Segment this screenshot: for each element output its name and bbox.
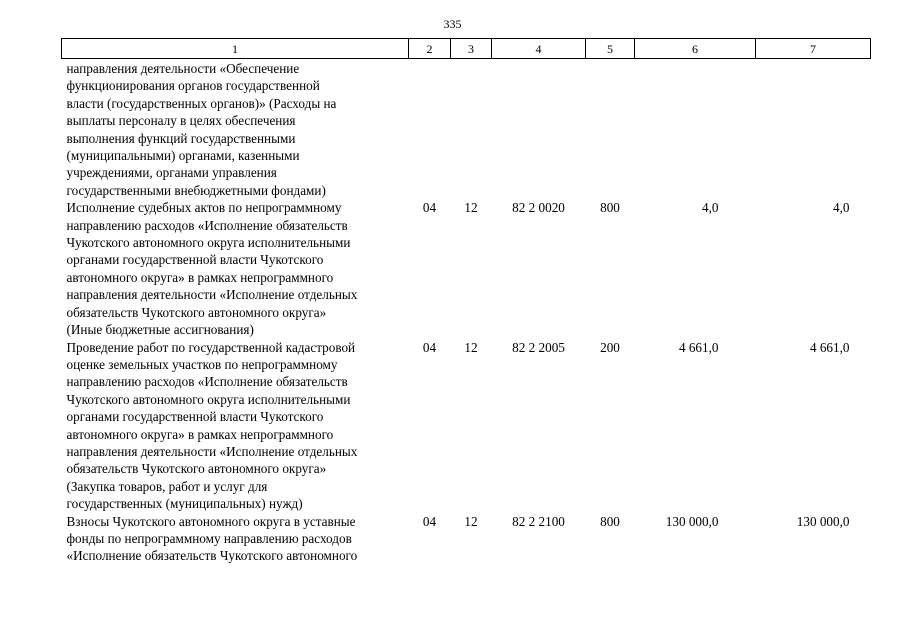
subsection-code bbox=[451, 59, 492, 200]
amount-column-7: 4 661,0 bbox=[809, 339, 850, 355]
expense-type-code: 200 bbox=[600, 339, 620, 355]
amount-column-6: 4,0 bbox=[702, 200, 719, 216]
table-row bbox=[62, 339, 871, 513]
description-line: направления деятельности «Обеспечение bbox=[66, 61, 300, 76]
row-description bbox=[62, 513, 409, 565]
column-header-5: 5 bbox=[586, 39, 635, 59]
description-line: Исполнение судебных актов по непрограммному bbox=[66, 200, 342, 216]
amount-column-6: 4 661,0 bbox=[678, 339, 719, 355]
description-line: обязательств Чукотского автономного округа» bbox=[66, 304, 327, 320]
amount-column-6: 130 000,0 bbox=[665, 513, 719, 529]
subsection-code: 12 bbox=[464, 200, 478, 216]
description-line: (муниципальными) органами, казенными bbox=[66, 148, 300, 164]
description-line: Чукотского автономного округа исполнительными bbox=[66, 235, 351, 251]
amount-column-6 bbox=[635, 59, 756, 200]
header-row bbox=[62, 39, 871, 59]
description-line: автономного округа» в рамках непрограммного bbox=[66, 426, 334, 442]
target-article-code: 82 2 2005 bbox=[512, 339, 565, 355]
description-line: учреждениями, органами управления bbox=[66, 165, 277, 181]
description-line: Проведение работ по государственной кадастровой bbox=[66, 339, 356, 355]
column-header-1: 1 bbox=[62, 39, 409, 59]
description-line: государственных (муниципальных) нужд) bbox=[66, 496, 303, 512]
section-code bbox=[409, 59, 451, 200]
description-line: (Закупка товаров, работ и услуг для bbox=[66, 478, 268, 494]
amount-column-7: 130 000,0 bbox=[796, 513, 850, 529]
description-line: функционирования органов государственной bbox=[66, 78, 320, 94]
description-line: направлению расходов «Исполнение обязательств bbox=[66, 374, 348, 390]
description-line: «Исполнение обязательств Чукотского автономного bbox=[66, 548, 358, 564]
description-line: выплаты персоналу в целях обеспечения bbox=[66, 113, 296, 129]
description-line: органами государственной власти Чукотского bbox=[66, 252, 324, 268]
table-row bbox=[62, 59, 871, 200]
description-line: фонды по непрограммному направлению расходов bbox=[66, 530, 352, 546]
description-line: автономного округа» в рамках непрограммного bbox=[66, 269, 334, 285]
target-article-code: 82 2 0020 bbox=[512, 200, 565, 216]
section-code: 04 bbox=[422, 339, 437, 355]
description-line: обязательств Чукотского автономного округа» bbox=[66, 461, 327, 477]
description-line: направления деятельности «Исполнение отдельных bbox=[66, 443, 358, 459]
expense-type-code: 800 bbox=[600, 513, 620, 529]
row-description bbox=[62, 199, 409, 338]
amount-column-7: 4,0 bbox=[833, 200, 850, 216]
expense-type-code: 800 bbox=[600, 200, 620, 216]
description-line: (Иные бюджетные ассигнования) bbox=[66, 322, 254, 338]
column-header-3: 3 bbox=[451, 39, 492, 59]
amount-column-7 bbox=[756, 59, 871, 200]
target-article-code: 82 2 2100 bbox=[512, 513, 565, 529]
target-article-code bbox=[492, 59, 586, 200]
section-code: 04 bbox=[422, 513, 437, 529]
section-code: 04 bbox=[422, 200, 437, 216]
description-line: органами государственной власти Чукотского bbox=[66, 409, 324, 425]
description-line: Чукотского автономного округа исполнительными bbox=[66, 391, 351, 407]
column-header-7: 7 bbox=[756, 39, 871, 59]
column-header-6: 6 bbox=[635, 39, 756, 59]
description-line: оценке земельных участков по непрограммному bbox=[66, 356, 338, 372]
description-line: выполнения функций государственными bbox=[66, 130, 296, 146]
description-line: государственными внебюджетными фондами) bbox=[66, 182, 326, 198]
table-row bbox=[62, 199, 871, 338]
table-row bbox=[62, 513, 871, 565]
column-header-4: 4 bbox=[492, 39, 586, 59]
subsection-code: 12 bbox=[464, 339, 478, 355]
row-description bbox=[62, 339, 409, 513]
subsection-code: 12 bbox=[464, 513, 478, 529]
description-line: Взносы Чукотского автономного округа в уставные bbox=[66, 513, 356, 529]
page-number: 335 bbox=[443, 17, 462, 31]
description-line: направления деятельности «Исполнение отдельных bbox=[66, 287, 358, 303]
description-line: направлению расходов «Исполнение обязательств bbox=[66, 217, 348, 233]
row-description bbox=[62, 59, 409, 200]
description-line: власти (государственных органов)» (Расходы на bbox=[66, 95, 337, 111]
column-header-2: 2 bbox=[409, 39, 451, 59]
budget-table bbox=[61, 38, 871, 565]
expense-type-code bbox=[586, 59, 635, 200]
